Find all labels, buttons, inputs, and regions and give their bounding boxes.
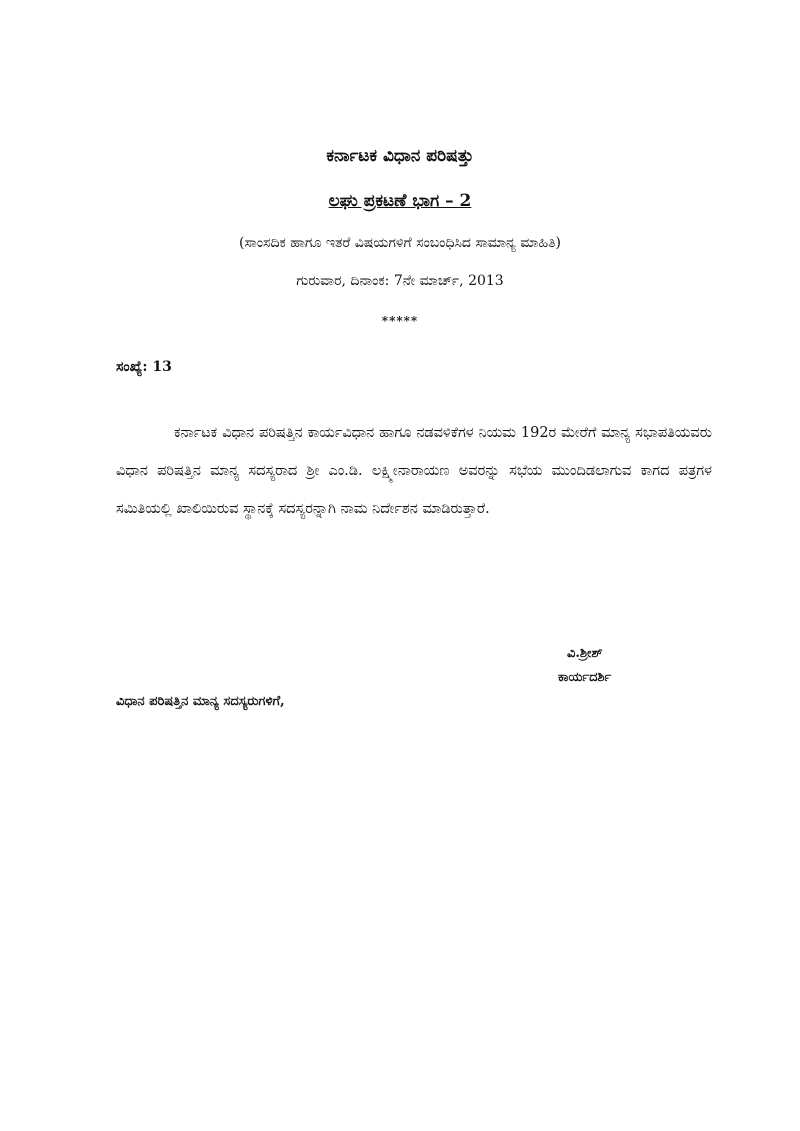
signatory-name: ವಿ.ಶ್ರೀಶ್ [567, 646, 603, 661]
addressee: ವಿಧಾನ ಪರಿಷತ್ತಿನ ಮಾನ್ಯ ಸದಸ್ಯರುಗಳಿಗೆ, [116, 694, 285, 709]
bulletin-date: ಗುರುವಾರ, ದಿನಾಂಕ: 7ನೇ ಮಾರ್ಚ್, 2013 [296, 273, 504, 289]
council-title: ಕರ್ನಾಟಕ ವಿಧಾನ ಪರಿಷತ್ತು [326, 146, 474, 166]
bulletin-subtitle: ಲಘು ಪ್ರಕಟಣೆ ಭಾಗ – 2 [328, 191, 472, 211]
signatory-designation: ಕಾರ್ಯದರ್ಶಿ [558, 670, 612, 685]
separator: ***** [381, 314, 419, 328]
notice-body: ಕರ್ನಾಟಕ ವಿಧಾನ ಪರಿಷತ್ತಿನ ಕಾರ್ಯವಿಧಾನ ಹಾಗೂ ನಡವಳಿಕೆಗಳ ನಿಯಮ 192ರ ಮೇರೆಗೆ ಮಾನ್ಯ ಸಭಾಪತಿಯವರು ವಿಧಾನ ಪರಿಷತ್ತಿನ ಮಾನ್ಯ ಸದಸ್ಯರಾದ ಶ್ರೀ ಎಂ.ಡಿ. ಲಕ್ಷ್ಮೀನಾರಾಯಣ ಅವರನ್ನು ಸಭೆಯ ಮುಂದಿಡಲಾಗುವ ಕಾಗದ ಪತ್ರಗಳ ಸಮಿತಿಯಲ್ಲಿ ಖಾಲಿಯಿರುವ ಸ್ಥಾನಕ್ಕೆ ಸದಸ್ಯರನ್ನಾಗಿ ನಾಮ ನಿರ್ದೇಶನ ಮಾಡಿರುತ್ತಾರೆ. [116, 425, 712, 517]
notice-number: ಸಂಖ್ಯೆ: 13 [116, 359, 172, 375]
bulletin-note: (ಸಾಂಸದಿಕ ಹಾಗೂ ಇತರೆ ವಿಷಯಗಳಿಗೆ ಸಂಬಂಧಿಸಿದ ಸಾಮಾನ್ಯ ಮಾಹಿತಿ) [239, 235, 561, 251]
